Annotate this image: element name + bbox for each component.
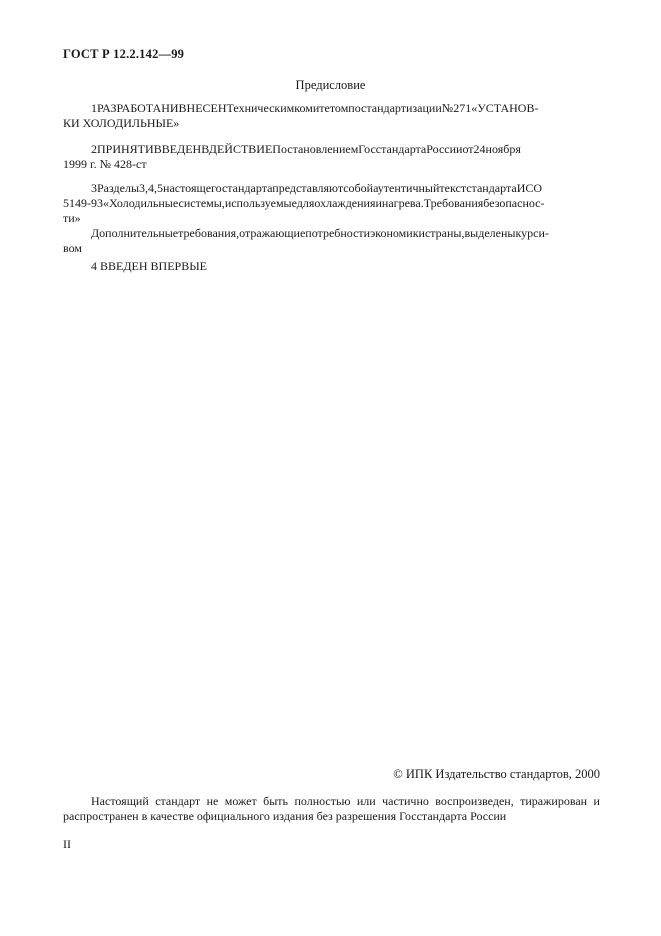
word: или [356,794,376,808]
word: ПРИНЯТ [97,142,146,156]
word: И [169,101,179,115]
word: Постановлением [272,142,359,156]
word: требования, [178,226,240,240]
word: 5 [157,181,164,195]
reproduction-notice [63,794,600,824]
word: 3 [91,181,97,195]
word: стандарт [155,794,201,808]
word: аутентичный [373,181,440,195]
word: России [426,142,463,156]
word: страны, [424,226,465,240]
foreword-item-3 [63,181,600,256]
word: курси- [515,226,549,240]
word: 24 [473,142,486,156]
word: тиражирован [520,794,588,808]
foreword-item-2-line-2: 1999 г. № 428-ст [63,157,147,171]
foreword-item-3-line-1 [63,181,600,196]
word: по [348,101,362,115]
word: «Холодильные [103,196,179,210]
word: 271 [453,101,472,115]
word: настоящего [163,181,222,195]
foreword-item-4-line-1: 4 ВВЕДЕН ВПЕРВЫЕ [91,259,207,273]
word: 2 [91,142,97,156]
foreword-item-2-line-1 [63,142,600,157]
copyright-notice: © ИПК Издательство стандартов, 2000 [393,767,600,781]
foreword-item-3-extra-line-2: вом [63,241,82,255]
word: 4, [148,181,158,195]
word: стандарта [466,181,517,195]
word: полностью [294,794,351,808]
foreword-item-1-line-2: КИ ХОЛОДИЛЬНЫЕ» [63,116,180,130]
word: И [145,142,154,156]
word: 5149-93 [63,196,103,210]
word: частично [382,794,429,808]
word: стандартизации [361,101,442,115]
word: ДЕЙСТВИЕ [208,142,273,156]
foreword-item-4 [63,259,600,274]
word: быть [263,794,289,808]
word: РАЗРАБОТАН [97,101,170,115]
word: нагрева. [381,196,424,210]
page-number: II [63,837,71,851]
word: ВВЕДЕН [153,142,202,156]
word: Госстандарта [358,142,427,156]
word: «УСТАНОВ- [471,101,539,115]
word: Настоящий [91,794,149,808]
reproduction-notice-line-1 [63,794,600,809]
word: от [462,142,474,156]
foreword-item-1-line-1 [63,101,600,116]
word: ВНЕСЕН [178,101,227,115]
word: 3, [139,181,149,195]
word: и [593,794,600,808]
word: не [206,794,219,808]
foreword-item-3-line-2 [63,196,600,211]
foreword-item-1 [63,101,600,131]
word: отражающие [239,226,306,240]
word: комитетом [294,101,349,115]
word: охлаждения [314,196,376,210]
word: экономики [370,226,425,240]
word: текст [439,181,467,195]
word: ноября [485,142,521,156]
word: для [296,196,315,210]
foreword-item-3-extra-line-1 [63,226,600,241]
word: потребности [305,226,371,240]
word: № [441,101,454,115]
foreword-item-3-line-3: ти» [63,211,81,225]
word: В [201,142,209,156]
word: стандарта [221,181,273,195]
word: представляют [272,181,344,195]
word: выделены [464,226,516,240]
word: используемые [224,196,297,210]
foreword-item-2 [63,142,600,172]
word: системы, [178,196,225,210]
word: может [224,794,257,808]
word: воспроизведен, [435,794,514,808]
word: Дополнительные [91,226,179,240]
word: собой [343,181,374,195]
word: Требования [423,196,484,210]
word: 1 [91,101,97,115]
word: ИСО [516,181,543,195]
word: и [375,196,382,210]
word: Техническим [226,101,295,115]
reproduction-notice-line-2: распространен в качестве официального издания без разрешения Госстандарта России [63,809,507,823]
section-title-foreword: Предисловие [295,78,366,92]
word: Разделы [97,181,140,195]
document-header: ГОСТ Р 12.2.142—99 [63,47,185,61]
word: безопаснос- [483,196,545,210]
